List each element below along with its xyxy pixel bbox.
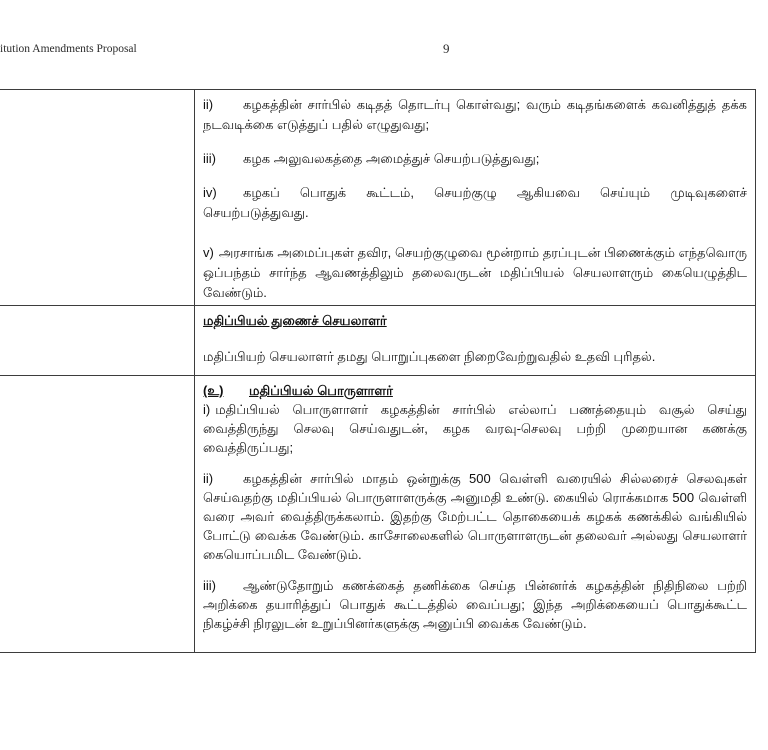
table-cell-left-3 <box>0 376 195 653</box>
table-cell-left-2 <box>0 306 195 376</box>
list-item-text: அரசாங்க அமைப்புகள் தவிர, செயற்குழுவை மூன்றாம் தரப்புடன் பிணைக்கும் எந்தவொரு ஒப்பந்தம் சார்ந்த ஆவணத்திலும் தலைவருடன் மதிப்பியல் செயலாளரும் கையெழுத்திட வேண்டும். <box>203 245 747 300</box>
table-cell-duties <box>195 90 756 306</box>
table-cell-treasurer <box>195 376 756 653</box>
list-item-ii <box>203 95 747 135</box>
list-item-iii <box>203 576 747 633</box>
list-item-text: ஆண்டுதோறும் கணக்கைத் தணிக்கை செய்த பின்னர்க் கழகத்தின் நிதிநிலை பற்றி அறிக்கை தயாரித்துப் பொதுக் கூட்டத்தில் வைப்பது; இந்த அறிக்கையைப் பொதுக்கூட்ட நிகழ்ச்சி நிரலுடன் உறுப்பினர்களுக்கு அனுப்பி வைக்க வேண்டும். <box>203 578 747 631</box>
section-heading-treasurer <box>203 381 747 400</box>
content-table <box>0 89 756 653</box>
list-item-iv <box>203 183 747 223</box>
list-item-i <box>203 400 747 457</box>
header-title: itution Amendments Proposal <box>0 43 137 55</box>
list-marker: iv) <box>203 185 217 200</box>
list-item-text: மதிப்பியல் பொருளாளர் கழகத்தின் சார்பில் எல்லாப் பணத்தையும் வசூல் செய்து வைத்திருந்து செலவு செய்வதுடன், கழக வரவு-செலவு பற்றி முறையான கணக்கு வைத்திருப்பது; <box>203 402 747 455</box>
list-marker: ii) <box>203 471 214 486</box>
list-item-text: கழகத்தின் சார்பில் கடிதத் தொடர்பு கொள்வது; வரும் கடிதங்களைக் கவனித்துத் தக்க நடவடிக்கை எடுத்துப் பதில் எழுதுவது; <box>203 97 747 132</box>
table-row-deputy-secretary <box>0 306 756 376</box>
list-marker: iii) <box>203 578 216 593</box>
section-heading-deputy-secretary <box>203 311 747 331</box>
section-body: மதிப்பியற் செயலாளர் தமது பொறுப்புகளை நிறைவேற்றுவதில் உதவி புரிதல். <box>203 349 656 364</box>
table-cell-deputy-secretary <box>195 306 756 376</box>
list-item-text: கழகத்தின் சார்பில் மாதம் ஒன்றுக்கு 500 வெள்ளி வரையில் சில்லரைச் செலவுகள் செய்வதற்கு மதிப்பியல் பொருளாளருக்கு அனுமதி உண்டு. கையில் ரொக்கமாக 500 வெள்ளி வரை அவர் வைத்திருக்கலாம். இதற்கு மேற்பட்ட தொகையைக் கழகக் கணக்கில் வங்கியில் போட்டு வைக்க வேண்டும். காசோலைகளில் பொருளாளருடன் தலைவர் அல்லது செயலாளர் கையொப்பமிட வேண்டும். <box>203 471 747 562</box>
list-marker: iii) <box>203 151 216 166</box>
section-heading-marker: (உ) <box>203 383 224 398</box>
table-cell-left-1 <box>0 90 195 306</box>
list-item-v <box>203 243 747 303</box>
list-item-ii <box>203 469 747 564</box>
list-marker: i) <box>203 402 211 417</box>
page-number: 9 <box>443 41 450 56</box>
list-item-iii <box>203 149 747 169</box>
section-heading-text: மதிப்பியல் பொருளாளர் <box>249 383 393 398</box>
list-item-text: கழகப் பொதுக் கூட்டம், செயற்குழு ஆகியவை செய்யும் முடிவுகளைச் செயற்படுத்துவது. <box>203 185 747 220</box>
table-row-treasurer <box>0 376 756 653</box>
list-marker: v) <box>203 245 214 260</box>
table-row-duties <box>0 90 756 306</box>
list-marker: ii) <box>203 97 214 112</box>
section-heading-text: மதிப்பியல் துணைச் செயலாளர் <box>203 313 387 328</box>
list-item-text: கழக அலுவலகத்தை அமைத்துச் செயற்படுத்துவது; <box>243 151 540 166</box>
